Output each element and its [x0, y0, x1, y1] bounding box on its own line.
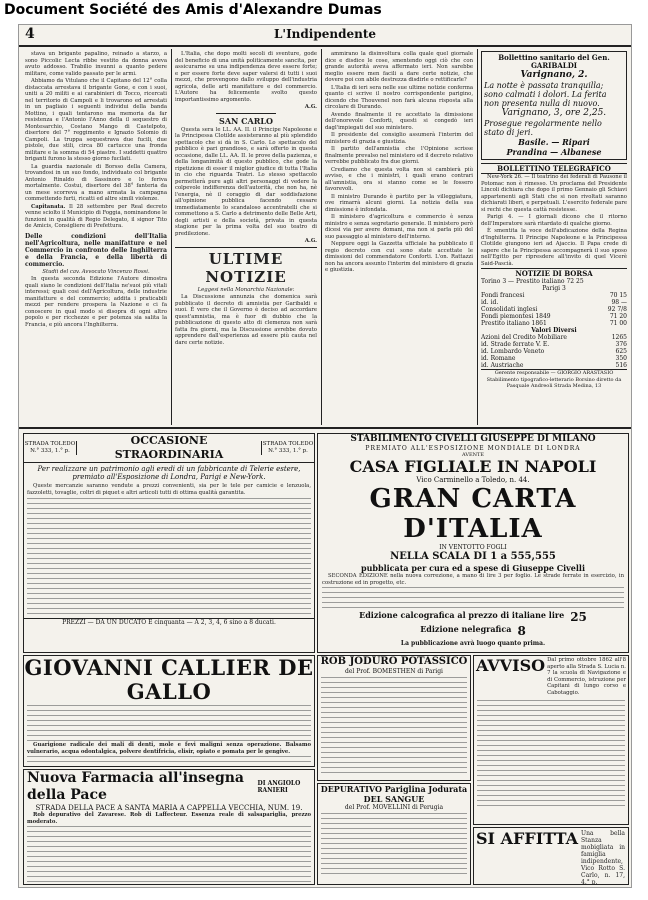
article-text: L'Italia di ieri sera nelle sue ultime notizie conferma quanto ci scrive il nostro corrispondente parigino, dicendo che Thouvenel non farà alcuna risposta alla circolare di Durando.: [325, 84, 473, 110]
column-3: [325, 51, 473, 423]
bourse-row-value: 70 15: [609, 292, 627, 299]
values-row: [481, 355, 627, 362]
signature: A.G.: [304, 238, 317, 244]
ad-price: PREZZI — DA UN DUCATO E cinquanta — A 2, 3, 4, 6 sino a 8 ducati.: [24, 618, 314, 626]
ad-text: SECONDA EDIZIONE nella nuova correzione, a mano di lire 3 per foglio. Le strade ferrate in esercizio, in costruzione ed in progetto, etc.: [322, 573, 624, 586]
article-text: ammirano la disinvoltura colla quale quel giornale dice e disdice le cose, smentendo oggi ciò che con grande autorità aveva affermato ieri. Non sarebbe meglio essere men facili a dare certe notizie, che dovere poi con abile destrezza disdirle o rettificarle?: [325, 51, 473, 83]
ad-affitta-title: SI AFFITTA: [476, 829, 579, 848]
newspaper-page: [18, 24, 632, 888]
ad-edition: Edizione nelegrafica: [420, 624, 512, 634]
section-author: Studii del cav. Avvocato Vincenzo Rossi.: [42, 268, 150, 275]
ad-text-block: [322, 587, 624, 609]
ad-text: Guarigione radicale dei mali di denti, mole e fevi maligni senza operazione. Balsamo vulnerario, acqua odontalgica, polvere dentifricia, elisir, opiato e pomata per le gengive.: [27, 742, 311, 755]
values-row-label: Azioni del Credito Mobiliare: [481, 334, 567, 341]
printer: Stabilimento tipografico-letterario Borsino diretto da Pasquale Andreoli Strada Medina, 13: [486, 377, 622, 389]
article-text: La Discussione annunzia che domenica sarà pubblicato il decreto di amnistia per Garibaldi e suoi. È vero che il Governo è deciso ad accordare quest'amnistia, ma è fuor di dubbio che la pubblicazione di questo atto di clemenza non sarà fatta fra giorni, ma la Discussione avrebbe dovuto apprendere dall'esperienza ad essere più cauta nel dare certe notizie.: [175, 294, 317, 346]
bulletin-text: Prosegue regolarmente nello stato di jeri.: [484, 119, 602, 137]
ad-publisher: pubblicata per cura ed a spese di Giuseppe Civelli: [361, 563, 585, 573]
bourse-row: [481, 299, 627, 306]
ad-farmacia: [23, 769, 315, 885]
values-row-label: id. Strade ferrate V. E.: [481, 341, 550, 348]
bourse-row: [481, 306, 627, 313]
article-text: Questa sera le LL. AA. II. il Principe Napoleone e la Principessa Clotilde assisteranno al più splendido spettacolo che si dà in S. Carlo. Lo spettacolo del pubblico è pari grandioso, e sarà offerto in questa occasione, dalle LL. AA. II. le prove della pazienza, e della longanimità di questo pubblico, che gode la ripetizione di esser il miglior giudice di tutta l'Italia in cio che riguarda Teatri. Lo stesso spettacolo permetterà pure agli altri personaggi di vedere la colpevole indifferenza dell'autorità, che non ha, nè l'energia, nè il coraggio di dar soddisfazione all'opinione pubblica facendo cessare immediatamente lo scandaloso accentratelli che si commettono a S. Carlo a detrimento delle Belle Arti, degli artisti e della società, privata in questa stagione per la prima volta del suo teatro di predilezione.: [175, 126, 317, 237]
ad-edition-row: [318, 624, 628, 638]
article-text: Abbiamo da Vitulano che il Capitano del 12° colla distaccata arrestava il brigante Gone, e con i suoi, uniti a 20 militi e ai carabinieri di Tocco, ricercati nel territorio di Campoli e li trovarono ed arrestati in un pagliaio i seguenti individui della banda Mottino, i quali tentarono ma memoria da far resistenza e l'Antonio l'Anno della il sequestro di Montesarchio, Costano Mango di Castelpoto, disertore del 7° reggimento e Ignazio Solomio di Campoli. La truppa sequestrava due fucili, due pistole, due stili, circa 80 cartucce una fronda militare e la somma di 54 piastre. I suddetti quattro briganti furono la stesso giorno fucilati.: [25, 78, 167, 162]
article-text: Il 28 settembre per Real decreto venne sciolto il Municipio di Foggia, nominandone le funzioni in qualità di Regio Delegato, il signor Tito de Amicis, Consigliere di Prefettura.: [25, 203, 167, 229]
telegraph-text: Parigi 4. — I giornali dicono che il ritorno dell'Imperatore sarà ritardato di qualche giorno.: [481, 214, 627, 227]
ad-farmacia-owner: DI ANGIOLO RANIERI: [257, 780, 301, 794]
bourse-row-label: Prestito italiano 1861: [481, 320, 547, 327]
page-number: 4: [25, 26, 35, 42]
ad-gallo-title: GIOVANNI CALLIER DE GALLO: [24, 655, 314, 704]
ad-subtitle: del Prof. BOMESTHEN di Parigi: [345, 668, 443, 675]
ad-address: STRADA TOLEDO N.° 333, 1.° p.: [24, 441, 76, 454]
ad-title: OCCASIONE STRAORDINARIA: [114, 434, 224, 461]
bourse-row-label: Consolidati inglesi: [481, 306, 538, 313]
ad-edition-row: [318, 610, 628, 624]
values-row-value: 625: [615, 348, 627, 355]
bourse-row: [481, 292, 627, 299]
ad-text-block: [477, 700, 625, 810]
ad-avviso-title: AVVISO: [476, 656, 546, 675]
column-divider: [321, 49, 322, 425]
values-row-value: 516: [615, 362, 627, 369]
telegraph-text: È smentita la voce dell'abdicazione della Regina d'Inghilterra. Il Principe Napoleone e la Principessa Clotilde giungono ieri ad Ajaccio. Il Papa crede di sapere che la Principessa accompagnerà il suo sposo nell'Egitto per ripresdere all'invito di quel Vicerè Said-Pascià.: [481, 228, 627, 267]
section-title: Delle condizioni dell'Italia nell'Agricoltura, nelle manifatture e nel Commercio in confronto delle Inghilterra e della Francia, e della libertà di commercio.: [25, 232, 167, 268]
bulletin-place: Varignano, 3, ore 2,25.: [501, 108, 607, 118]
ad-civelli: [317, 433, 629, 653]
ad-edition: Edizione calcografica al prezzo di italiane lire: [359, 610, 565, 620]
values-row-value: 1265: [611, 334, 627, 341]
bourse-row-value: 98 —: [611, 299, 627, 306]
bulletin-signers: Prandina — Albanese: [506, 147, 602, 157]
values-list: [481, 334, 627, 369]
telegraph-title: BOLLETTINO TELEGRAFICO: [481, 163, 627, 174]
ad-text: Rob depurativo del Zavarese. Rob di Laffecteur. Essenza reale di salsapariglia, prezzo moderato.: [27, 812, 311, 825]
values-row-value: 350: [615, 355, 627, 362]
ad-text: AVENTE: [462, 452, 484, 458]
bourse-row-label: Fondi francesi: [481, 292, 525, 299]
ad-depurativo: [317, 783, 471, 885]
document-title: Document Société des Amis d'Alexandre Dumas: [4, 2, 382, 18]
values-row-value: 376: [615, 341, 627, 348]
article-text: Il ministro Durando è partito per la villeggiatura, ove rimarrà alcuni giorni. La notizia della sua dimissione è infondata.: [325, 193, 473, 213]
bourse-row: [481, 313, 627, 320]
values-row-label: id. Austriache: [481, 362, 524, 369]
article-text: stava un brigante papalino, reinado a starzo, a sono Piccolic Lecta ribbe vestito da donna aveva avuto addosso. Trabilio insunni a quanto pedere militare, come valido passato per le armi.: [25, 51, 167, 77]
article-text: In questa seconda Edizione l'Autore dimostra quali siano le condizioni dell'Italia ne'suoi più vitali interessi; quali cosi dell'Agricoltura, delle industrie manifatture e del commercio; addita i praticabili mezzi per rendere prospera la Nazione e ci fa conoscere in qual modo si disopra di ogni altro popolo e per ricchezze e per potenza sia salita la Francia, e più ancora l'Inghilterra.: [25, 276, 167, 328]
article-text: Il presidente del consiglio assumerà l'interim del ministero di grazia e giustizia.: [325, 132, 473, 145]
signature: A.G.: [304, 104, 317, 110]
ad-text-block: [27, 705, 311, 741]
bourse-sub: Torino 3 — Prestito italiano 72 25: [481, 278, 584, 285]
bourse-row-label: id. id.: [481, 299, 499, 306]
ad-scale: NELLA SCALA DI 1 a 555,555: [390, 551, 556, 562]
bourse-list: [481, 292, 627, 327]
bourse-row-value: 71 00: [609, 320, 627, 327]
article-text: L'Italia, che dopo molti secoli di sventure, gode del beneficio di una unità politicamente sancita, per assicurarne su una indipendenza deve essere forte; e per essere forte deve saper valersi di tutti i suoi mezzi, che provengono dallo sviluppo dell'industria agricola, delle arti manifatture e del commercio. L'Autore ha felicemente svolto questo importantissimo argomento.: [175, 51, 317, 103]
ad-avviso: [473, 655, 629, 825]
ad-subtitle: del Prof. MOVELLINI di Perugia: [344, 804, 444, 811]
bulletin-title: Bollettino sanitario del Gen. GARIBALDI: [498, 53, 610, 70]
article-text: Il ministero d'agricoltura e commercio è senza ministro e senza segretario generale. Il ministero però dicesi via per avere domani, ma non si parla più del suo passaggio al ministero dell'interno.: [325, 214, 473, 240]
dateline: Capitanata.: [31, 203, 66, 210]
values-row: [481, 334, 627, 341]
ad-footer: La pubblicazione avrà luogo quanto prima.: [400, 640, 546, 647]
ad-carta-title: GRAN CARTA D'ITALIA: [369, 484, 577, 544]
ad-text-block: [321, 813, 467, 877]
bourse-title: NOTIZIE DI BORSA: [481, 268, 627, 278]
values-row-label: id. Romane: [481, 355, 516, 362]
ad-subtitle: Per realizzare un patrimonio agli eredi di un fabbricante di Telerie estere, premiato all'Esposizione di Londra, Parigi e New-York.: [37, 465, 301, 481]
ad-address: Vico Carminello a Toledo, n. 44.: [416, 476, 530, 484]
bulletin-place: Varignano, 2.: [520, 70, 588, 80]
gerente: Gerente responsabile — GIORGIO ARASTASIO: [481, 369, 627, 377]
ad-farmacia-title: Nuova Farmacia all'insegna della Pace: [27, 770, 245, 803]
ad-edition-price: 25: [570, 610, 587, 624]
masthead: [19, 25, 631, 47]
ad-address: STRADA DELLA PACE A SANTA MARIA A CAPPELLA VECCHIA, NUM. 19.: [35, 804, 303, 812]
ad-text-block: [27, 756, 311, 767]
ad-text: Queste mercanzie saranno vendute a prezzi convenienti, sia per le tele per camicie e lenzuola, fazzoletti, tovaglie, coltri di piquet e altri articoli tutti di ottima qualità garantita.: [27, 483, 311, 496]
ad-rob: [317, 655, 471, 781]
column-4: [481, 51, 627, 423]
article-text: Crediamo che questa volta non si cambierà più avviso, e che i ministri, i quali erano contrari all'amnistia, ora si stanno come se le fossero favorevoli.: [325, 166, 473, 192]
article-text: Neppure oggi la Gazzetta ufficiale ha pubblicato il regio decreto con cui sono state accettate le dimissioni del commendatore Conforti. L'on. Rattazzi non ha ancora assunto l'interim del ministero di grazia e giustizia.: [325, 241, 473, 273]
section-title: SAN CARLO: [219, 115, 273, 126]
values-row-label: id. Lombardo Veneto: [481, 348, 545, 355]
bourse-row-value: 92 7/8: [607, 306, 627, 313]
ad-address: STRADA TOLEDO N.° 333, 1.° p.: [262, 441, 314, 454]
article-text: La guardia nazionale di Borsso della Camera, trovandosi in un suo fondo, individuato col brigante Antonio Rinaldo di Sassinoro e lo feriva mortalmente. Costui, disertore del 38° fanteria da un mese scorreva a mano armata la campagna commettendo furti, ricatti ed altre simili violenze.: [25, 163, 167, 202]
bulletin-text: La notte è passata tranquilla; sono calmati i dolori. La ferita non presenta nulla di nuovo.: [484, 81, 607, 108]
headline: ULTIME NOTIZIE: [205, 249, 287, 286]
paper-name: L'Indipendente: [273, 27, 377, 41]
ads-divider: [19, 427, 631, 429]
ad-edition-price: 8: [517, 624, 526, 638]
bourse-row-label: Fondi piemontesi 1849: [481, 313, 551, 320]
values-row: [481, 362, 627, 369]
column-1: [25, 51, 167, 423]
bourse-row: [481, 320, 627, 327]
values-title: Valori Diversi: [531, 327, 577, 334]
divider: [216, 113, 276, 114]
ad-occasione: [23, 433, 315, 653]
ad-subtitle: PREMIATO ALL'ESPOSIZIONE MONDIALE DI LONDRA: [365, 445, 581, 452]
ad-gallo: [23, 655, 315, 767]
ad-subtitle: IN VENTOTTO FOGLI: [439, 544, 507, 551]
ad-affitta: [473, 827, 629, 885]
values-row: [481, 341, 627, 348]
bourse-row-value: 71 20: [609, 313, 627, 320]
bulletin-signers: Basile. — Ripari: [518, 137, 590, 147]
article-text: Il partito dell'amnistia che l'Opinione scrisse finalmente prevalso nel ministero ed il decreto relativo verrebbe pubblicato fra due giorni.: [325, 146, 473, 165]
values-row: [481, 348, 627, 355]
ad-text-block: [27, 826, 311, 884]
divider: [175, 247, 317, 248]
ad-rob-title: ROB JODURO POTASSICO: [320, 656, 468, 667]
ad-text: Dal primo ottobre 1862 all'8 aperto alla Strada S. Lucia n. 7 la scuola di Navigazione e di Commercio, istruzione per Capitani di lungo corso e Cabotaggio.: [547, 657, 626, 696]
article-text: Avendo finalmente il re accettato la dimissione dell'onorevole Conforti, questi si congedò ieri dagl'impiegati del suo ministero.: [325, 111, 473, 131]
column-divider: [171, 49, 172, 425]
ad-price-list: [27, 498, 311, 616]
column-divider: [477, 49, 478, 425]
telegraph-text: New-York 26. — Il teatrino dei federali di Pausone il Potomac non è rimesso. Un proclama del Presidente Lincoli dichiara che dopo il primo Gennaio gli Schiavi appartenenti agli Stati che si non rivoltati saranno dichiarati liberi, e perpetuali. L'esercito federale pare si rechi che questa cattà resistesse.: [481, 174, 627, 213]
ad-depurativo-title: DEPURATIVO Pariglina Jodurata DEL SANGUE: [320, 784, 468, 804]
ad-text: Una bella Stanza mobigliata in famiglia indipendente, Vico Rotto S. Carlo, n. 17, 4.° p.: [581, 830, 625, 885]
column-2: [175, 51, 317, 423]
subhead: Leggesi nella Monarchia Nazionale:: [197, 286, 295, 293]
bourse-sub: Parigi 3: [542, 285, 566, 292]
ad-title: STABILIMENTO CIVELLI GIUSEPPE DI MILANO: [350, 434, 596, 444]
ad-text-block: [321, 677, 467, 773]
ad-casa-title: CASA FIGLIALE IN NAPOLI: [349, 457, 597, 476]
